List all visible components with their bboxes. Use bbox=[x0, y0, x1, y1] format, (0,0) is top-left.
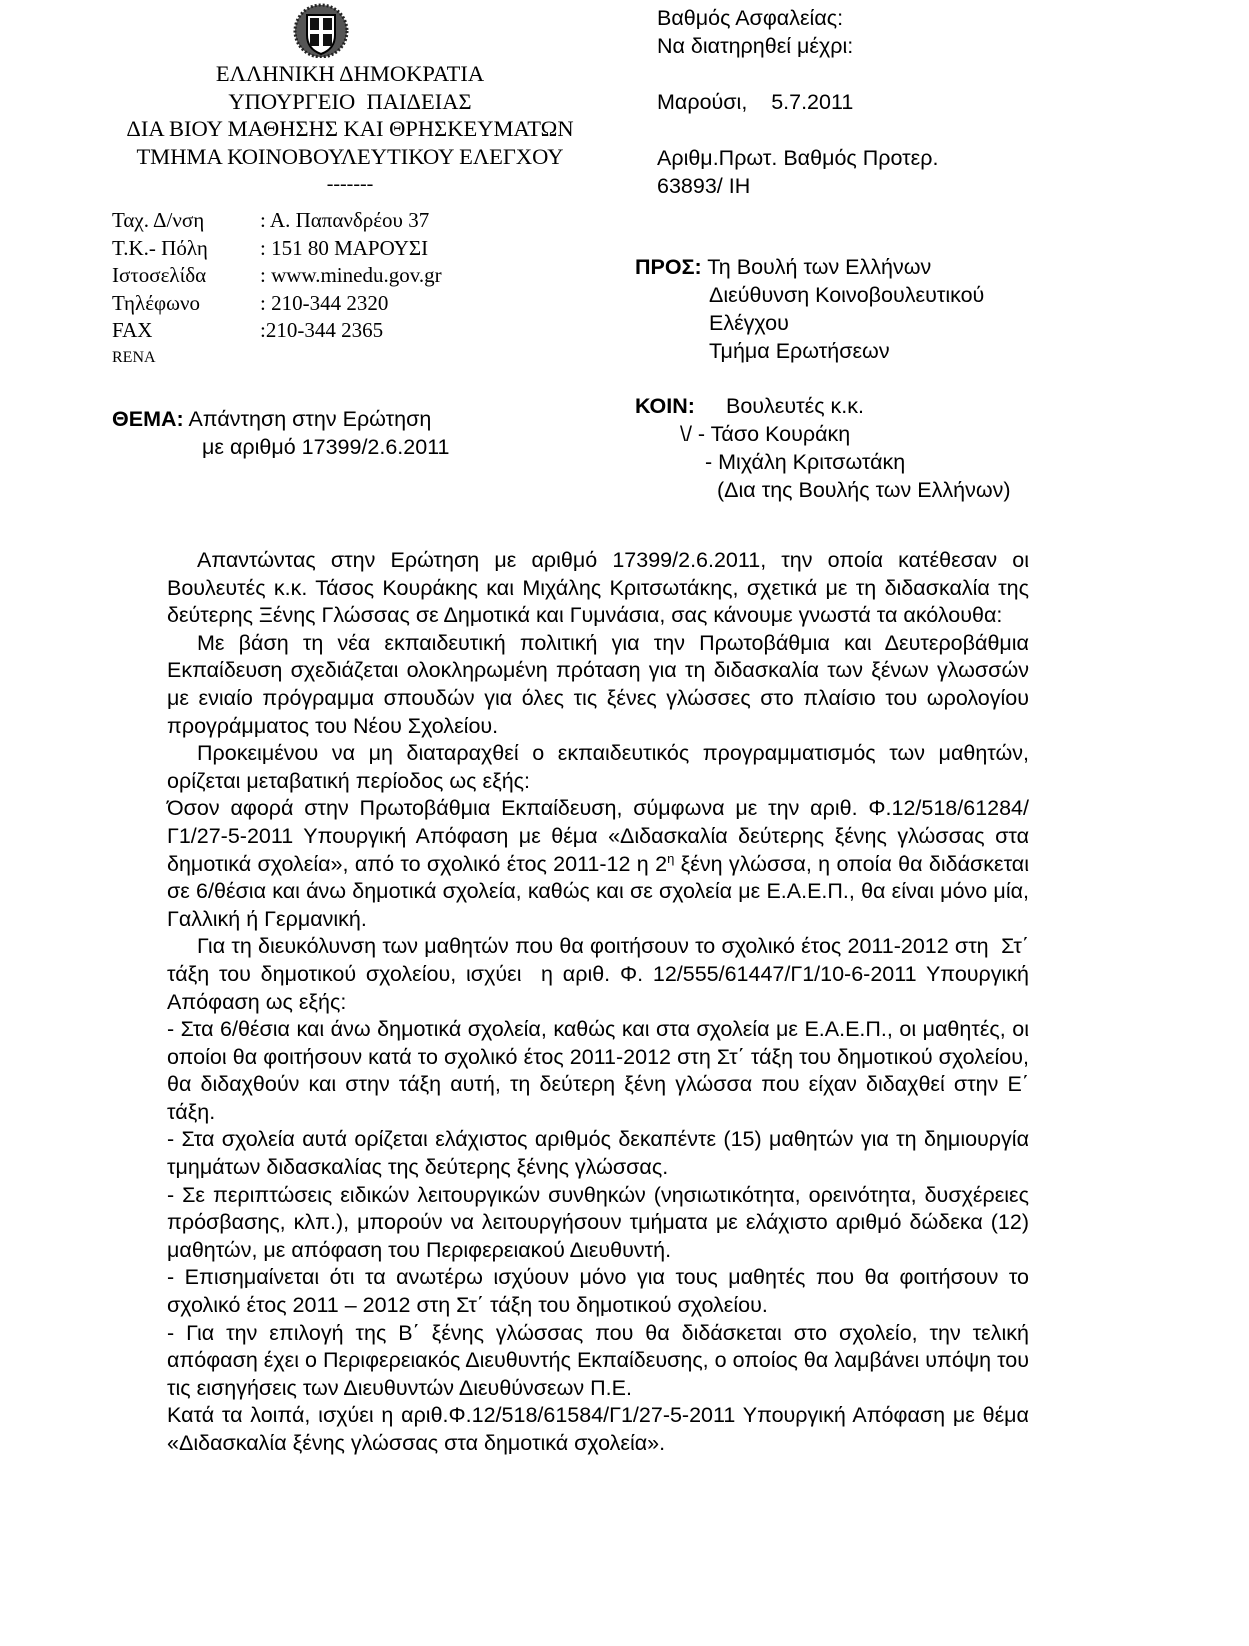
contact-row-website bbox=[112, 262, 442, 290]
paragraph-text: Όσον αφορά στην Πρωτοβάθμια Εκπαίδευση, σύμφωνα με την αριθ. Φ.12/518/61284/Γ1/27-5-2011 Υπουργική Απόφαση με θέμα «Διδασκαλία δεύτερης ξένης γλώσσας στα δημοτικά σχολεία», από το σχολικό έτος 2011-12 η 2 bbox=[167, 796, 1029, 876]
paragraph: Κατά τα λοιπά, ισχύει η αριθ.Φ.12/518/61584/Γ1/27-5-2011 Υπουργική Απόφαση με θέμα «Διδασκαλία ξένης γλώσσας στα δημοτικά σχολεία». bbox=[167, 1403, 1029, 1455]
superscript: η bbox=[667, 850, 675, 866]
contact-row-postcode bbox=[112, 235, 442, 263]
contact-row-phone bbox=[112, 290, 442, 318]
recipient-line: Τμήμα Ερωτήσεων bbox=[709, 339, 890, 363]
recipient-line: Τη Βουλή των Ελλήνων bbox=[707, 255, 932, 279]
contact-block bbox=[112, 207, 442, 371]
paragraph: - Σε περιπτώσεις ειδικών λειτουργικών συνθηκών (νησιωτικότητα, ορεινότητα, δυσχέρειες πρόσβασης, κλπ.), μπορούν να λειτουργήσουν τμήματα με ελάχιστο αριθμό δώδεκα (12) μαθητών, με απόφαση του Περιφερειακού Διευθυντή. bbox=[167, 1182, 1029, 1262]
contact-label: Ταχ. Δ/νση bbox=[112, 208, 205, 232]
cc-line: - Μιχάλη Κριτσωτάκη bbox=[705, 450, 906, 474]
cc-label: ΚΟΙΝ: bbox=[635, 394, 695, 418]
org-line: ΕΛΛΗΝΙΚΗ ΔΗΜΟΚΡΑΤΙΑ bbox=[215, 61, 485, 86]
recipient-line: Ελέγχου bbox=[709, 311, 789, 335]
contact-row-fax bbox=[112, 317, 442, 345]
contact-value: : 151 80 ΜΑΡΟΥΣΙ bbox=[260, 235, 429, 260]
paragraph: - Επισημαίνεται ότι τα ανωτέρω ισχύουν μόνο για τους μαθητές που θα φοιτήσουν το σχολικό έτος 2011 – 2012 στη Στ΄ τάξη του δημοτικού σχολείου. bbox=[167, 1265, 1029, 1318]
paragraph: Με βάση τη νέα εκπαιδευτική πολιτική για την Πρωτοβάθμια και Δευτεροβάθμια Εκπαίδευση σχεδιάζεται ολοκληρωμένη πρόταση για τη διδασκαλία των ξένων γλωσσών με ενιαίο πρόγραμμα σπουδών για όλες τις ξένες γλώσσες στο πλαίσιο του ωρολογίου προγράμματος του Νέου Σχολείου. bbox=[167, 630, 1029, 738]
cc-line: Βουλευτές κ.κ. bbox=[725, 394, 864, 418]
recipient-line: Διεύθυνση Κοινοβουλευτικού bbox=[709, 283, 985, 307]
protocol-number: 63893/ ΙΗ bbox=[657, 174, 751, 198]
cc-block bbox=[635, 392, 1011, 504]
recipient-block bbox=[635, 253, 984, 365]
contact-value: :210-344 2365 bbox=[260, 318, 384, 342]
recipient-label: ΠΡΟΣ: bbox=[635, 255, 702, 279]
protocol-label: Αριθμ.Πρωτ. Βαθμός Προτερ. bbox=[657, 146, 939, 170]
org-line: ΔΙΑ ΒΙΟΥ ΜΑΘΗΣΗΣ ΚΑΙ ΘΡΗΣΚΕΥΜΑΤΩΝ bbox=[126, 116, 574, 141]
author-initials: RENA bbox=[112, 348, 156, 366]
greek-coat-of-arms-icon bbox=[293, 2, 349, 58]
paragraph bbox=[167, 795, 1029, 933]
paragraph: Απαντώντας στην Ερώτηση με αριθμό 17399/2.6.2011, την οποία κατέθεσαν οι Βουλευτές κ.κ. Τάσος Κουράκης και Μιχάλης Κριτσωτάκης, σχετικά με τη διδασκαλία της δεύτερης Ξένης Γλώσσας σε Δημοτικά και Γυμνάσια, σας κάνουμε γνωστά τα ακόλουθα: bbox=[167, 548, 1029, 628]
subject-line: Απάντηση στην Ερώτηση bbox=[183, 407, 432, 431]
document-meta bbox=[657, 4, 938, 200]
subject-line: με αριθμό 17399/2.6.2011 bbox=[202, 435, 450, 459]
retain-until-label: Να διατηρηθεί μέχρι: bbox=[657, 34, 854, 58]
security-level-label: Βαθμός Ασφαλείας: bbox=[657, 6, 844, 30]
paragraph: Για τη διευκόλυνση των μαθητών που θα φοιτήσουν το σχολικό έτος 2011-2012 στη Στ΄ τάξη του δημοτικού σχολείου, ισχύει η αριθ. Φ. 12/555/61447/Γ1/10-6-2011 Υπουργική Απόφαση ως εξής: bbox=[167, 934, 1035, 1014]
contact-label: Τηλέφωνο bbox=[112, 290, 200, 315]
letter-body bbox=[167, 547, 1035, 1458]
paragraph-text: ξένη γλώσσα, η οποία θα διδάσκεται σε 6/θέσια και άνω δημοτικά σχολεία, καθώς και σε σχολεία με Ε.Α.Ε.Π., θα είναι μόνο μία, Γαλλική ή Γερμανική. bbox=[167, 851, 1029, 931]
place-date: Μαρούσι, 5.7.2011 bbox=[657, 90, 854, 114]
cc-line: \/ - Τάσο Κουράκη bbox=[680, 422, 851, 446]
contact-label: FAX bbox=[112, 318, 153, 342]
org-line: ΥΠΟΥΡΓΕΙΟ ΠΑΙΔΕΙΑΣ bbox=[228, 88, 472, 114]
paragraph: - Στα 6/θέσια και άνω δημοτικά σχολεία, καθώς και στα σχολεία με Ε.Α.Ε.Π., οι μαθητές, οι οποίοι θα φοιτήσουν κατά το σχολικό έτος 2011-2012 στη Στ΄ τάξη του δημοτικού σχολείου, θα διδαχθούν και στην τάξη αυτή, τη δεύτερη ξένη γλώσσα που είχαν διδαχθεί στην Ε΄ τάξη. bbox=[167, 1017, 1029, 1124]
contact-value: : www.minedu.gov.gr bbox=[260, 263, 442, 287]
contact-label: Τ.Κ.- Πόλη bbox=[112, 235, 208, 260]
contact-label: Ιστοσελίδα bbox=[112, 263, 207, 287]
paragraph: - Στα σχολεία αυτά ορίζεται ελάχιστος αριθμός δεκαπέντε (15) μαθητών για τη δημιουργία τμημάτων διδασκαλίας της δεύτερης ξένης γλώσσας. bbox=[167, 1127, 1029, 1180]
organization-header bbox=[100, 60, 600, 194]
cc-line: (Δια της Βουλής των Ελλήνων) bbox=[717, 478, 1011, 502]
contact-value: : 210-344 2320 bbox=[260, 290, 389, 315]
paragraph: - Για την επιλογή της Β΄ ξένης γλώσσας που θα διδάσκεται στο σχολείο, την τελική απόφαση έχει ο Περιφερειακός Διευθυντής Εκπαίδευσης, ο οποίος θα λαμβάνει υπόψη του τις εισηγήσεις των Διευθυντών Διευθύνσεων Π.Ε. bbox=[167, 1320, 1029, 1400]
subject-label: ΘΕΜΑ: bbox=[112, 407, 184, 431]
org-line: ΤΜΗΜΑ ΚΟΙΝΟΒΟΥΛΕΥΤΙΚΟΥ ΕΛΕΓΧΟΥ bbox=[136, 143, 564, 169]
contact-value: : Α. Παπανδρέου 37 bbox=[260, 208, 430, 232]
separator: ------- bbox=[326, 173, 374, 195]
subject-block bbox=[112, 405, 450, 461]
paragraph: Προκειμένου να μη διαταραχθεί ο εκπαιδευτικός προγραμματισμός των μαθητών, ορίζεται μεταβατική περίοδος ως εξής: bbox=[167, 741, 1029, 793]
contact-row-address bbox=[112, 207, 442, 235]
